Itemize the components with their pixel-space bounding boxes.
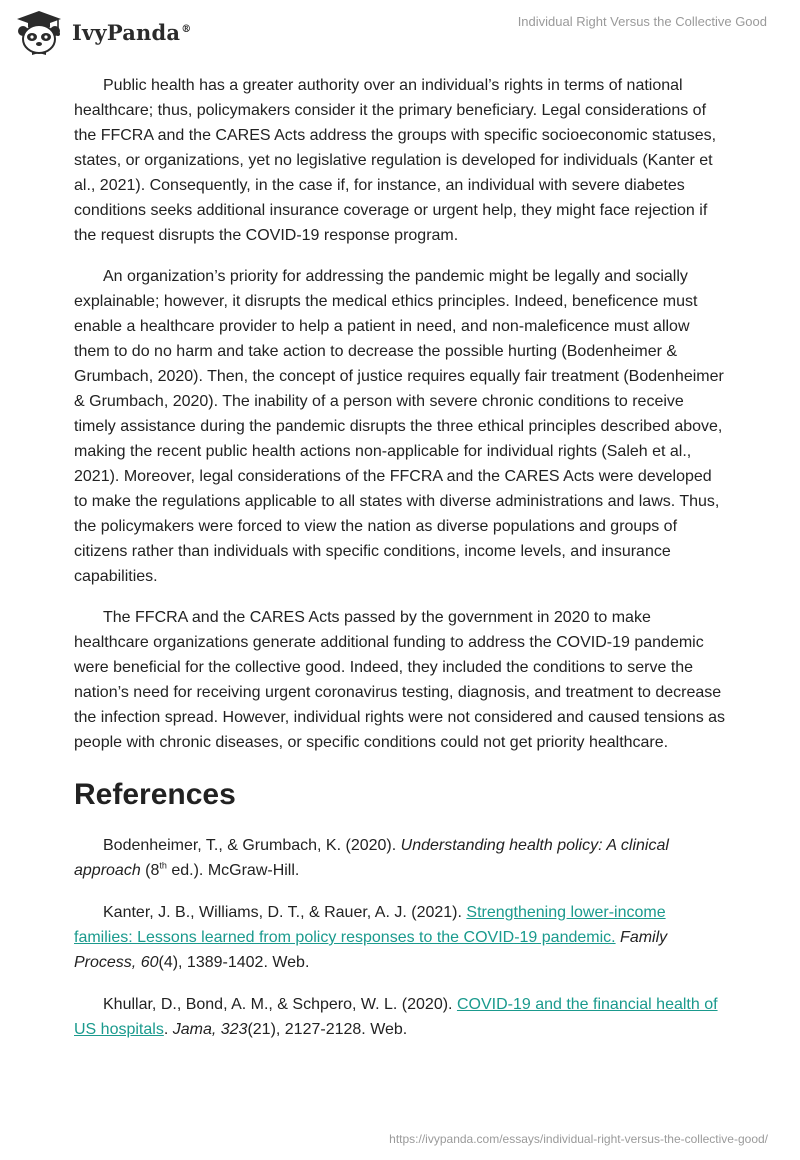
logo-text: IvyPanda®	[72, 19, 192, 45]
reference-item: Kanter, J. B., Williams, D. T., & Rauer, A. J. (2021). Strengthening lower-income families: Lessons learned from policy responses to the COVID-19 pandemic. Family Process, 60(4), 1389-1402. Web.	[74, 904, 668, 971]
logo[interactable]	[14, 9, 191, 55]
references-heading: References	[74, 778, 236, 811]
reference-link[interactable]: COVID-19 and the financial health of US hospitals	[74, 996, 718, 1038]
body-paragraph: An organization’s priority for addressing the pandemic might be legally and socially explainable; however, it disrupts the medical ethics principles. Indeed, beneficence must enable a healthcare provider to help a patient in need, and non-maleficence must allow them to do no harm and take action to decrease the possible hurting (Bodenheimer & Grumbach, 2020). Then, the concept of justice requires equally fair treatment (Bodenheimer & Grumbach, 2020). The inability of a person with severe chronic conditions to receive timely assistance during the pandemic disrupts the three ethical principles described above, making the recent public health actions non-applicable for individual rights (Saleh et al., 2021). Moreover, legal considerations of the FFCRA and the CARES Acts were developed to make the regulations applicable to all states with diverse administrations and laws. Thus, the policymakers were forced to view the nation as diverse populations and groups of citizens rather than individuals with specific conditions, income levels, and insurance capabilities.	[74, 268, 724, 585]
reference-link[interactable]: Strengthening lower-income families: Lessons learned from policy responses to the COVID-19 pandemic.	[74, 904, 666, 946]
footer-url[interactable]: https://ivypanda.com/essays/individual-right-versus-the-collective-good/	[389, 1132, 768, 1146]
essay-body	[74, 73, 726, 1059]
body-paragraph: The FFCRA and the CARES Acts passed by the government in 2020 to make healthcare organizations generate additional funding to address the COVID-19 pandemic were beneficial for the collective good. Indeed, they included the conditions to serve the nation’s need for receiving urgent coronavirus testing, diagnosis, and treatment to decrease the infection spread. However, individual rights were not considered and caused tensions as people with chronic diseases, or specific conditions could not get priority healthcare.	[74, 609, 726, 751]
reference-item: Bodenheimer, T., & Grumbach, K. (2020). Understanding health policy: A clinical approach (8th ed.). McGraw-Hill.	[74, 837, 669, 879]
document-title: Individual Right Versus the Collective Good	[517, 14, 767, 29]
page-header	[0, 0, 800, 66]
panda-graduate-icon	[14, 9, 64, 55]
reference-item: Khullar, D., Bond, A. M., & Schpero, W. L. (2020). COVID-19 and the financial health of US hospitals. Jama, 323(21), 2127-2128. Web.	[74, 996, 718, 1038]
body-paragraph: Public health has a greater authority over an individual’s rights in terms of national healthcare; thus, policymakers consider it the primary beneficiary. Legal considerations of the FFCRA and the CARES Acts address the groups with specific socioeconomic statuses, states, or organizations, yet no legislative regulation is developed for individuals (Kanter et al., 2021). Consequently, in the case if, for instance, an individual with severe diabetes conditions seeks additional insurance coverage or urgent help, they might face rejection if the request disrupts the COVID-19 response program.	[74, 77, 717, 244]
